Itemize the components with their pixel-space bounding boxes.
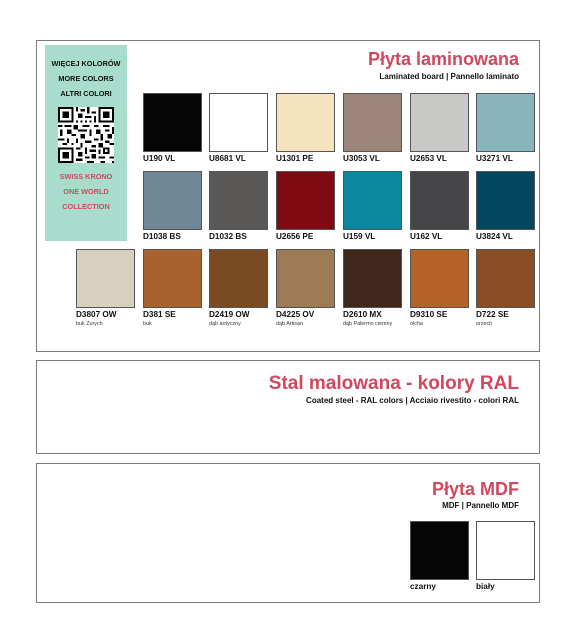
laminated-swatch[interactable] xyxy=(209,171,268,230)
more-colors-promo[interactable] xyxy=(45,45,127,241)
promo-line-en: MORE COLORS xyxy=(58,74,114,83)
laminated-swatch[interactable] xyxy=(476,171,535,230)
laminated-code: D2419 OW xyxy=(209,310,250,319)
laminated-code: D722 SE xyxy=(476,310,509,319)
laminated-swatch[interactable] xyxy=(343,171,402,230)
laminated-swatch[interactable] xyxy=(276,93,335,152)
laminated-swatch[interactable] xyxy=(143,171,202,230)
brand-line-3: COLLECTION xyxy=(62,202,110,211)
laminated-code: U190 VL xyxy=(143,154,176,163)
laminated-swatch[interactable] xyxy=(143,93,202,152)
mdf-subtitle: MDF | Pannello MDF xyxy=(442,501,519,510)
laminated-swatch[interactable] xyxy=(343,93,402,152)
brand-line-1: SWISS KRONO xyxy=(59,172,113,181)
mdf-section xyxy=(36,463,540,603)
laminated-swatch[interactable] xyxy=(209,249,268,308)
laminated-code: U2653 VL xyxy=(410,154,447,163)
laminated-swatch[interactable] xyxy=(143,249,202,308)
laminated-code: D381 SE xyxy=(143,310,176,319)
laminated-code: U2656 PE xyxy=(276,232,314,241)
qr-code-icon[interactable] xyxy=(58,107,114,163)
promo-line-it: ALTRI COLORI xyxy=(60,89,112,98)
laminated-description: orzech xyxy=(476,321,493,327)
laminated-code: D4225 OV xyxy=(276,310,315,319)
laminated-code: U159 VL xyxy=(343,232,376,241)
laminated-description: dąb Artisan xyxy=(276,321,303,327)
coated-steel-section xyxy=(36,360,540,454)
laminated-description: buk Zurych xyxy=(76,321,103,327)
laminated-code: U1301 PE xyxy=(276,154,314,163)
laminated-code: U3053 VL xyxy=(343,154,380,163)
laminated-swatch[interactable] xyxy=(76,249,135,308)
steel-title: Stal malowana - kolory RAL xyxy=(268,373,519,394)
laminated-swatch[interactable] xyxy=(343,249,402,308)
laminated-description: olcha xyxy=(410,321,423,327)
laminated-subtitle: Laminated board | Pannello laminato xyxy=(379,72,519,81)
laminated-swatch[interactable] xyxy=(276,249,335,308)
steel-subtitle: Coated steel - RAL colors | Acciaio rivestito - colori RAL xyxy=(306,396,519,405)
laminated-swatch[interactable] xyxy=(410,249,469,308)
mdf-code: czarny xyxy=(410,582,436,591)
laminated-code: U3824 VL xyxy=(476,232,513,241)
mdf-swatch[interactable] xyxy=(476,521,535,580)
promo-line-pl: WIĘCEJ KOLORÓW xyxy=(51,59,121,68)
laminated-swatch[interactable] xyxy=(410,93,469,152)
laminated-code: U8681 VL xyxy=(209,154,246,163)
laminated-swatch[interactable] xyxy=(476,93,535,152)
laminated-board-section xyxy=(36,40,540,352)
laminated-code: D2610 MX xyxy=(343,310,382,319)
laminated-swatch[interactable] xyxy=(209,93,268,152)
laminated-swatch[interactable] xyxy=(410,171,469,230)
brand-line-2: ONE WORLD xyxy=(63,187,109,196)
mdf-swatch[interactable] xyxy=(410,521,469,580)
laminated-code: D1038 BS xyxy=(143,232,181,241)
laminated-code: U162 VL xyxy=(410,232,443,241)
mdf-title: Płyta MDF xyxy=(431,479,519,499)
laminated-title: Płyta laminowana xyxy=(367,49,519,69)
laminated-code: U3271 VL xyxy=(476,154,513,163)
laminated-description: dąb antyczny xyxy=(209,321,241,327)
laminated-description: dąb Palermo ciemny xyxy=(343,321,393,327)
mdf-code: biały xyxy=(476,582,495,591)
laminated-swatch[interactable] xyxy=(276,171,335,230)
laminated-swatch[interactable] xyxy=(476,249,535,308)
laminated-code: D3807 OW xyxy=(76,310,117,319)
laminated-code: D9310 SE xyxy=(410,310,448,319)
laminated-code: D1032 BS xyxy=(209,232,247,241)
laminated-description: buk xyxy=(143,321,152,327)
